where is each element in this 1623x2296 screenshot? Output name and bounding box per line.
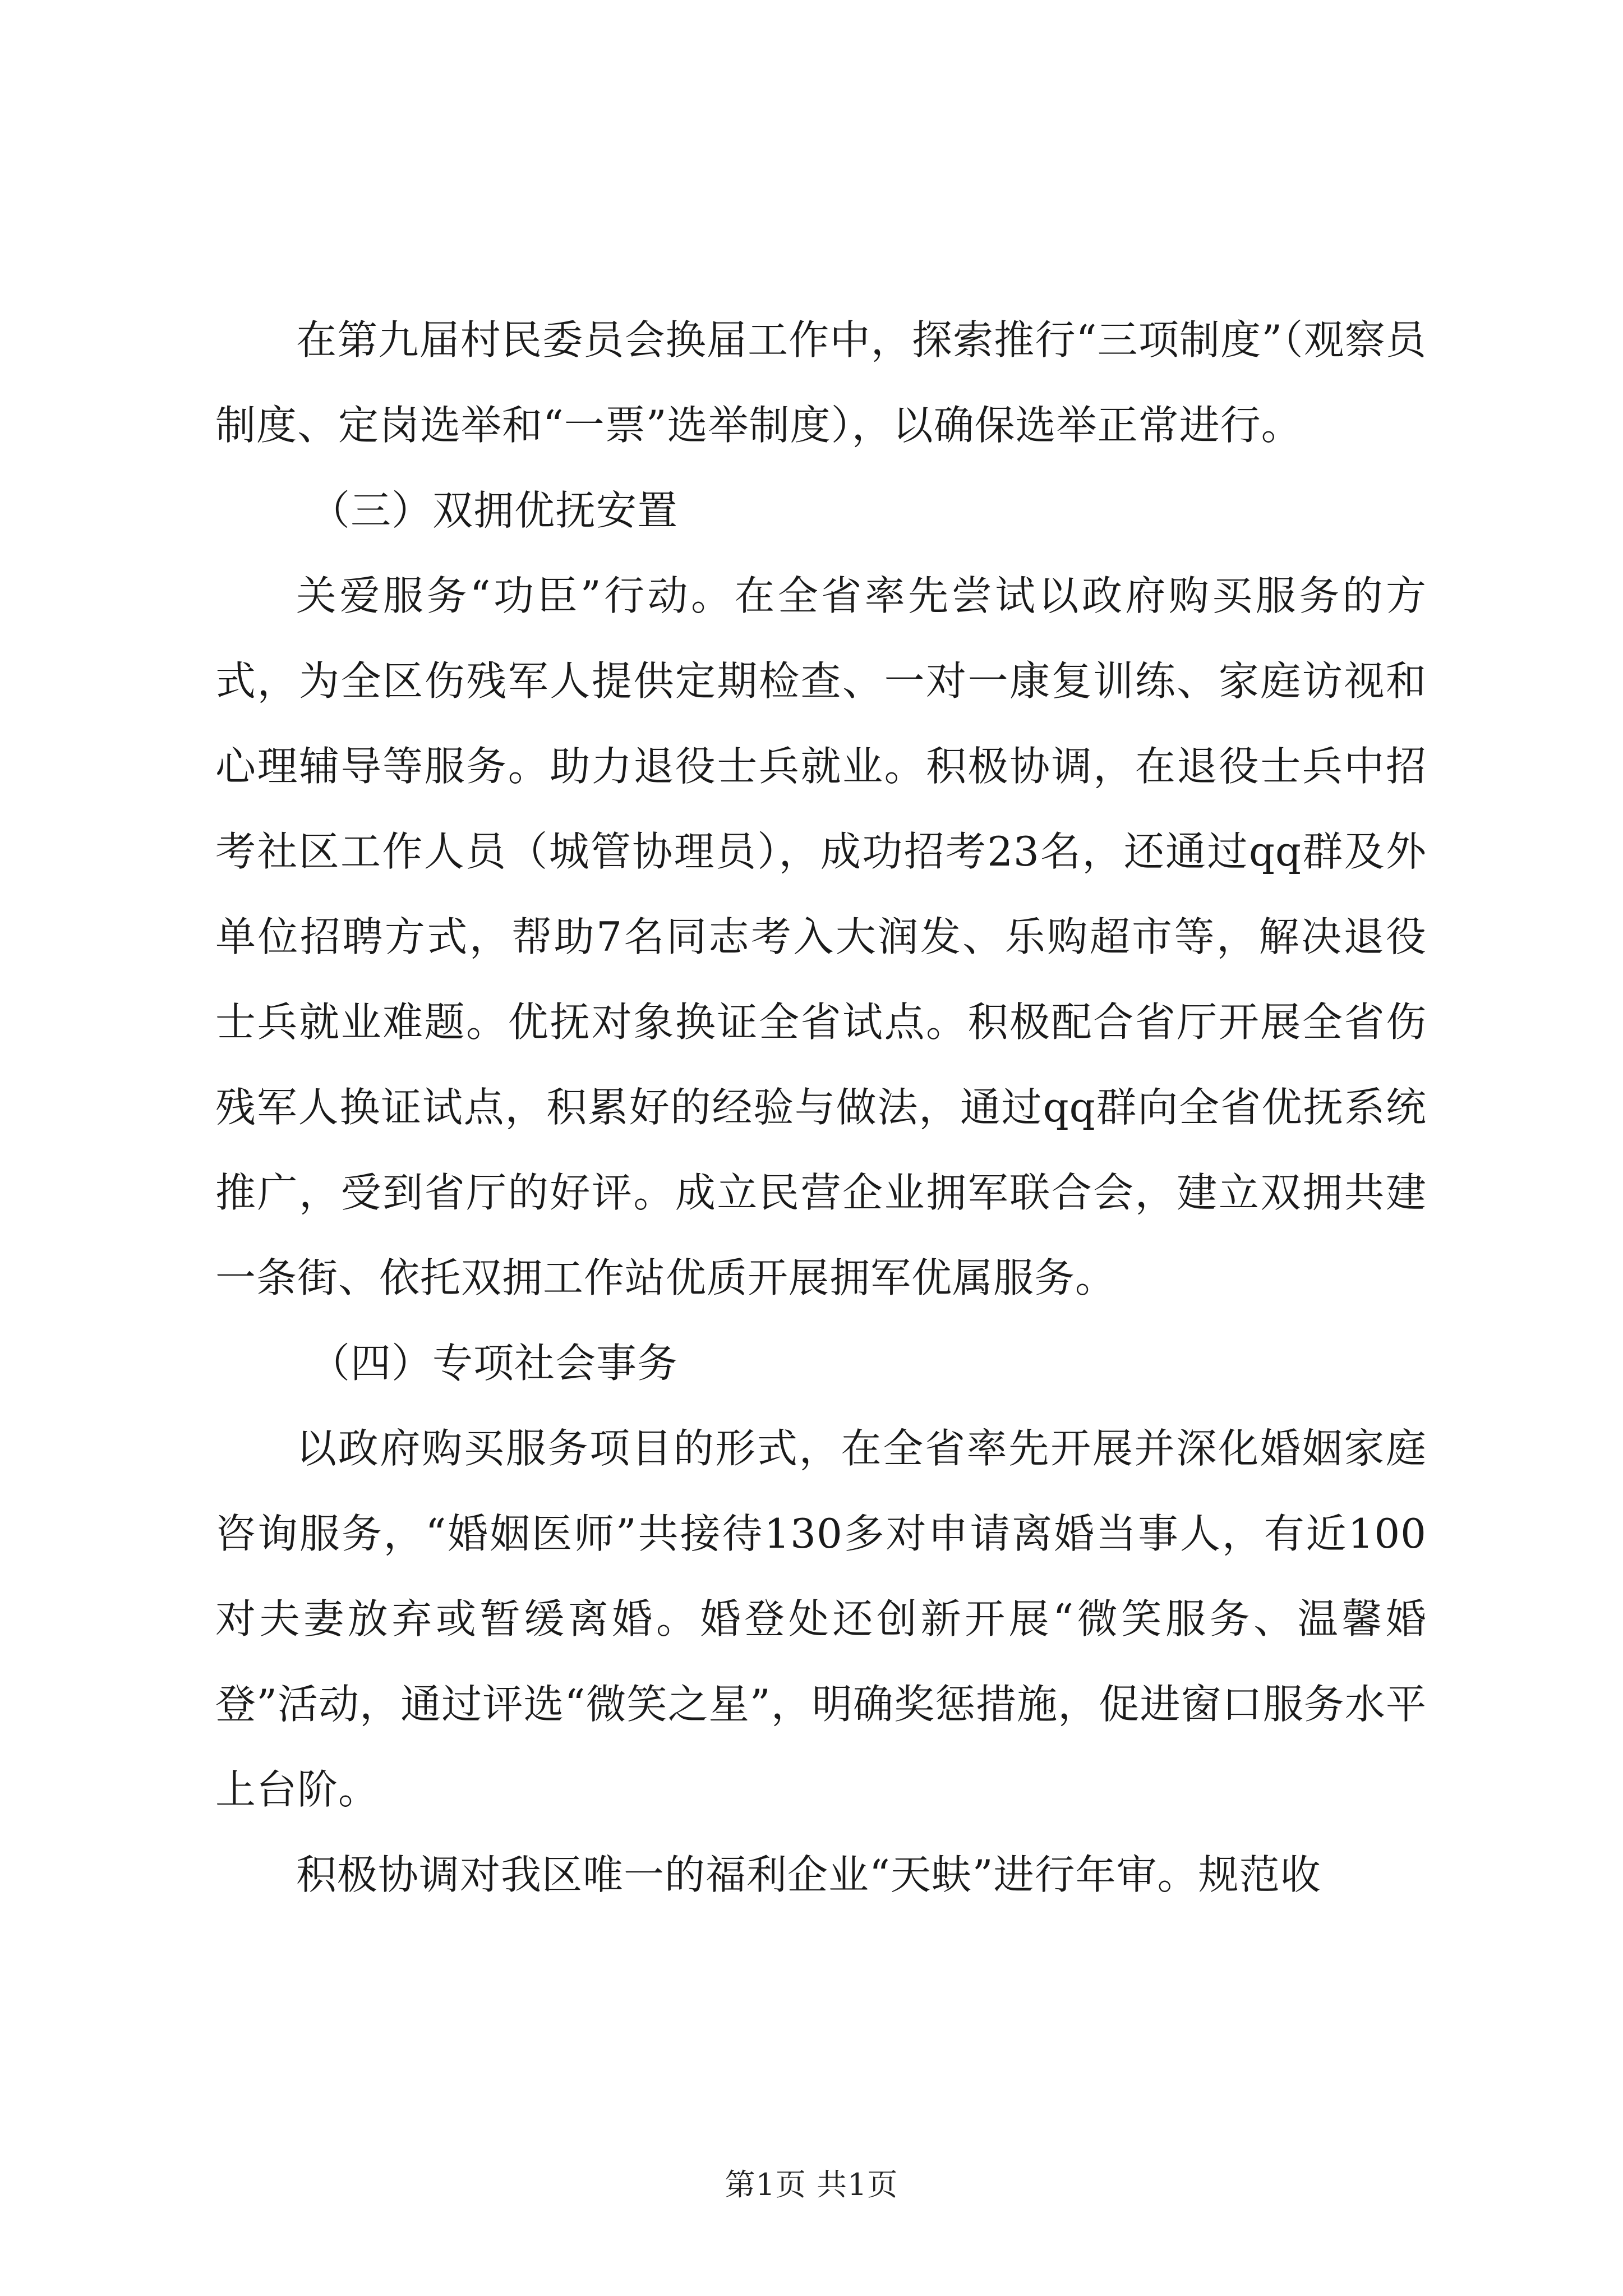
paragraph-marriage-counseling: 以政府购买服务项目的形式，在全省率先开展并深化婚姻家庭咨询服务，“婚姻医师”共接待130多对申请离婚当事人，有近100对夫妻放弃或暂缓离婚。婚登处还创新开展“微笑服务、温馨婚登”活动，通过评选“微笑之星”，明确奖惩措施，促进窗口服务水平上台阶。 [215,1425,1427,1813]
section-heading-4: （四）专项社会事务 [310,1340,679,1387]
paragraph-election-system: 在第九届村民委员会换届工作中，探索推行“三项制度”（观察员制度、定岗选举和“一票”选举制度），以确保选举正常进行。 [215,316,1427,449]
section-heading-3: （三）双拥优抚安置 [310,487,679,534]
document-body [215,297,1427,1917]
paragraph-veterans-service: 关爱服务“功臣”行动。在全省率先尝试以政府购买服务的方式，为全区伤残军人提供定期检查、一对一康复训练、家庭访视和心理辅导等服务。助力退役士兵就业。积极协调，在退役士兵中招考社区工作人员（城管协理员），成功招考23名，还通过qq群及外单位招聘方式，帮助7名同志考入大润发、乐购超市等，解决退役士兵就业难题。优抚对象换证全省试点。积极配合省厅开展全省伤残军人换证试点，积累好的经验与做法，通过qq群向全省优抚系统推广，受到省厅的好评。成立民营企业拥军联合会，建立双拥共建一条街、依托双拥工作站优质开展拥军优属服务。 [215,572,1427,1301]
page-footer [0,2165,1623,2205]
paragraph-welfare-enterprise: 积极协调对我区唯一的福利企业“天蚨”进行年审。规范收 [296,1851,1321,1898]
page-number-label: 第1页 共1页 [725,2167,898,2202]
